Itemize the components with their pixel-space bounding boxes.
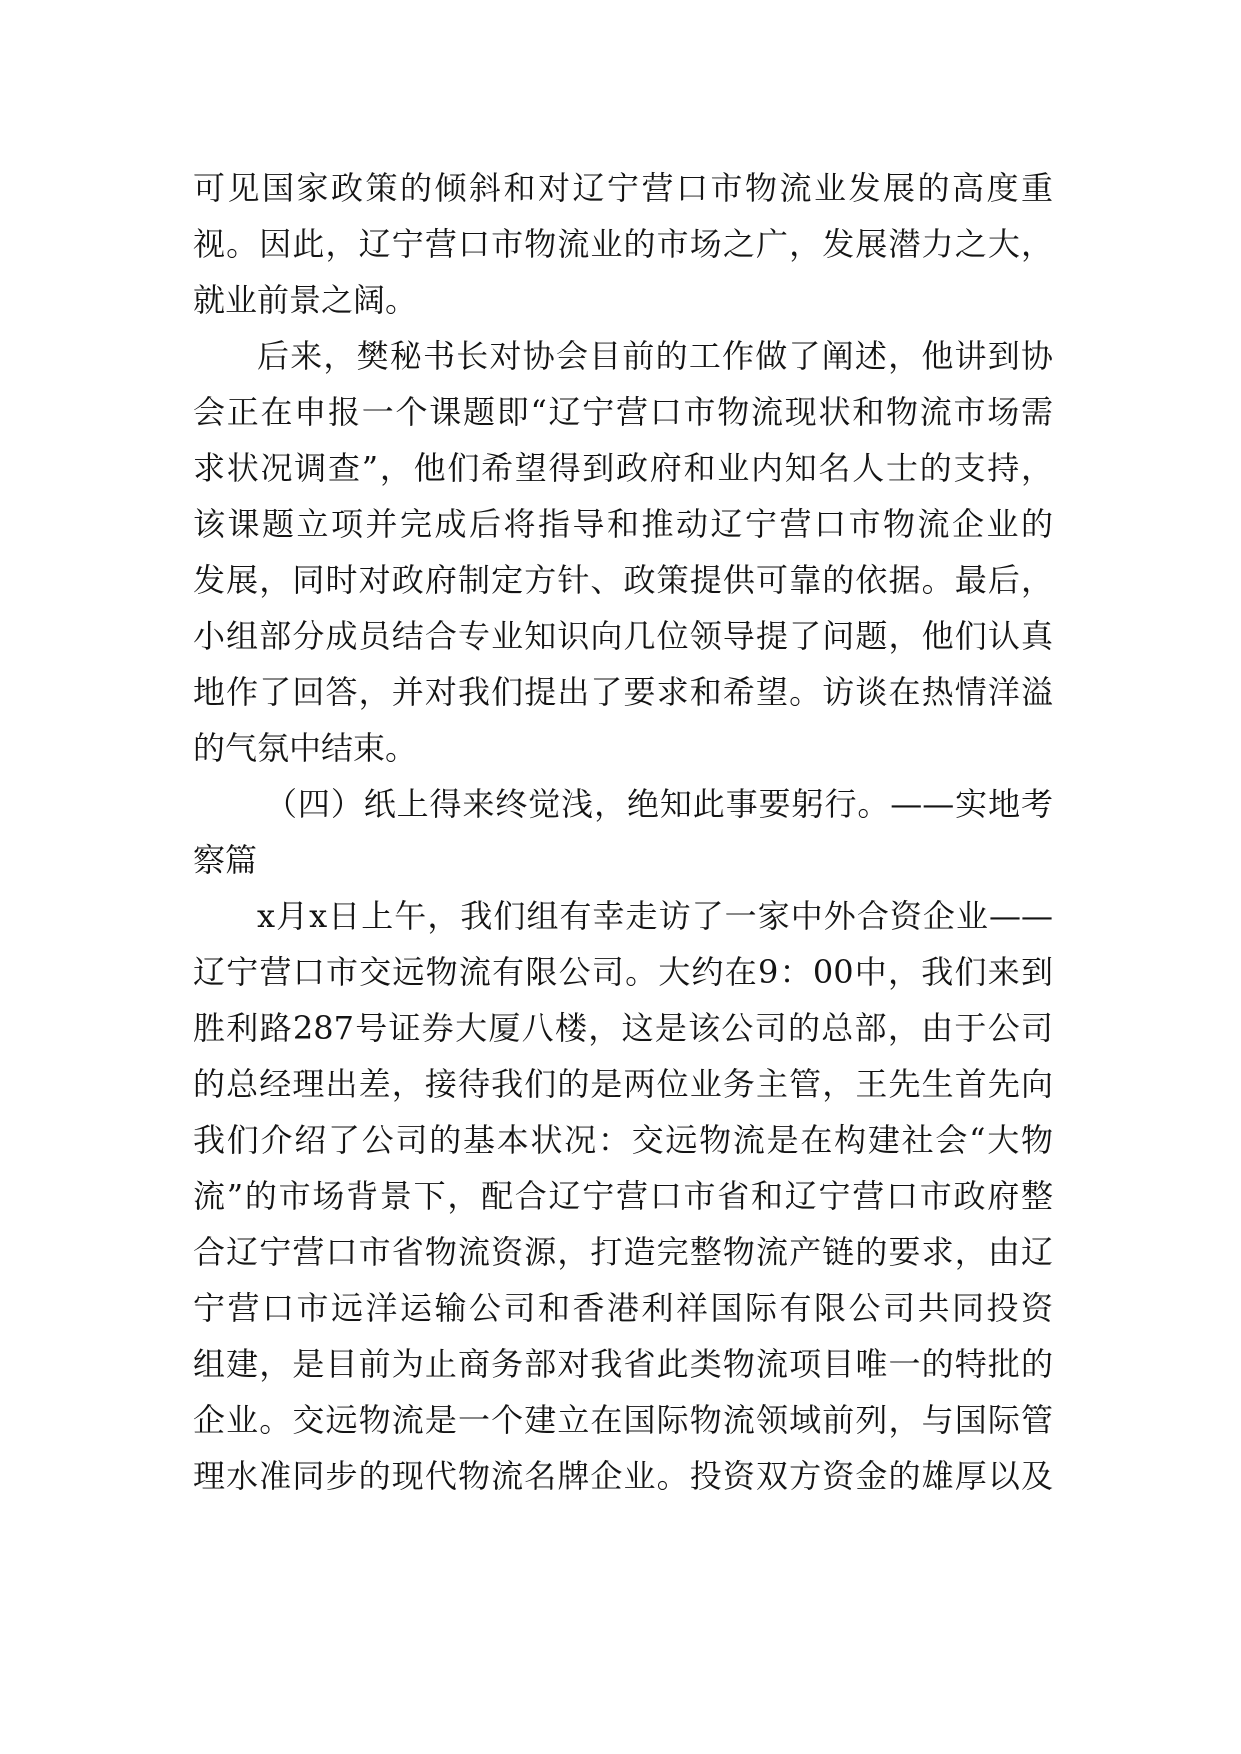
text-line: 可见国家政策的倾斜和对辽宁营口市物流业发展的高度重 bbox=[193, 169, 1053, 207]
text-line: 合辽宁营口市省物流资源，打造完整物流产链的要求，由辽 bbox=[193, 1233, 1053, 1271]
text-line: 企业。交远物流是一个建立在国际物流领域前列，与国际管 bbox=[193, 1401, 1053, 1439]
section-heading-continued: 察篇 bbox=[193, 841, 258, 879]
section-heading: （四）纸上得来终觉浅，绝知此事要躬行。——实地考 bbox=[265, 785, 1053, 823]
text-line: 地作了回答，并对我们提出了要求和希望。访谈在热情洋溢 bbox=[193, 673, 1053, 711]
text-line: 流”的市场背景下，配合辽宁营口市省和辽宁营口市政府整 bbox=[193, 1177, 1053, 1215]
text-line: 就业前景之阔。 bbox=[193, 281, 418, 319]
paragraph-first-line: 后来，樊秘书长对协会目前的工作做了阐述，他讲到协 bbox=[257, 337, 1053, 375]
text-line: 求状况调查”，他们希望得到政府和业内知名人士的支持， bbox=[193, 449, 1053, 487]
text-line: 该课题立项并完成后将指导和推动辽宁营口市物流企业的 bbox=[193, 505, 1053, 543]
text-line: 的总经理出差，接待我们的是两位业务主管，王先生首先向 bbox=[193, 1065, 1053, 1103]
text-line: 辽宁营口市交远物流有限公司。大约在9：00中，我们来到 bbox=[193, 953, 1053, 991]
text-line: 小组部分成员结合专业知识向几位领导提了问题，他们认真 bbox=[193, 617, 1053, 655]
text-line: 理水准同步的现代物流名牌企业。投资双方资金的雄厚以及 bbox=[193, 1457, 1053, 1495]
paragraph-first-line: x月x日上午，我们组有幸走访了一家中外合资企业—— bbox=[257, 897, 1053, 935]
text-line: 我们介绍了公司的基本状况：交远物流是在构建社会“大物 bbox=[193, 1121, 1053, 1159]
text-line: 的气氛中结束。 bbox=[193, 729, 418, 767]
text-line: 视。因此，辽宁营口市物流业的市场之广，发展潜力之大， bbox=[193, 225, 1053, 263]
text-line: 会正在申报一个课题即“辽宁营口市物流现状和物流市场需 bbox=[193, 393, 1053, 431]
text-line: 组建，是目前为止商务部对我省此类物流项目唯一的特批的 bbox=[193, 1345, 1053, 1383]
text-line: 胜利路287号证券大厦八楼，这是该公司的总部，由于公司 bbox=[193, 1009, 1053, 1047]
text-line: 发展，同时对政府制定方针、政策提供可靠的依据。最后， bbox=[193, 561, 1053, 599]
text-line: 宁营口市远洋运输公司和香港利祥国际有限公司共同投资 bbox=[193, 1289, 1053, 1327]
document-body bbox=[193, 160, 1053, 1504]
